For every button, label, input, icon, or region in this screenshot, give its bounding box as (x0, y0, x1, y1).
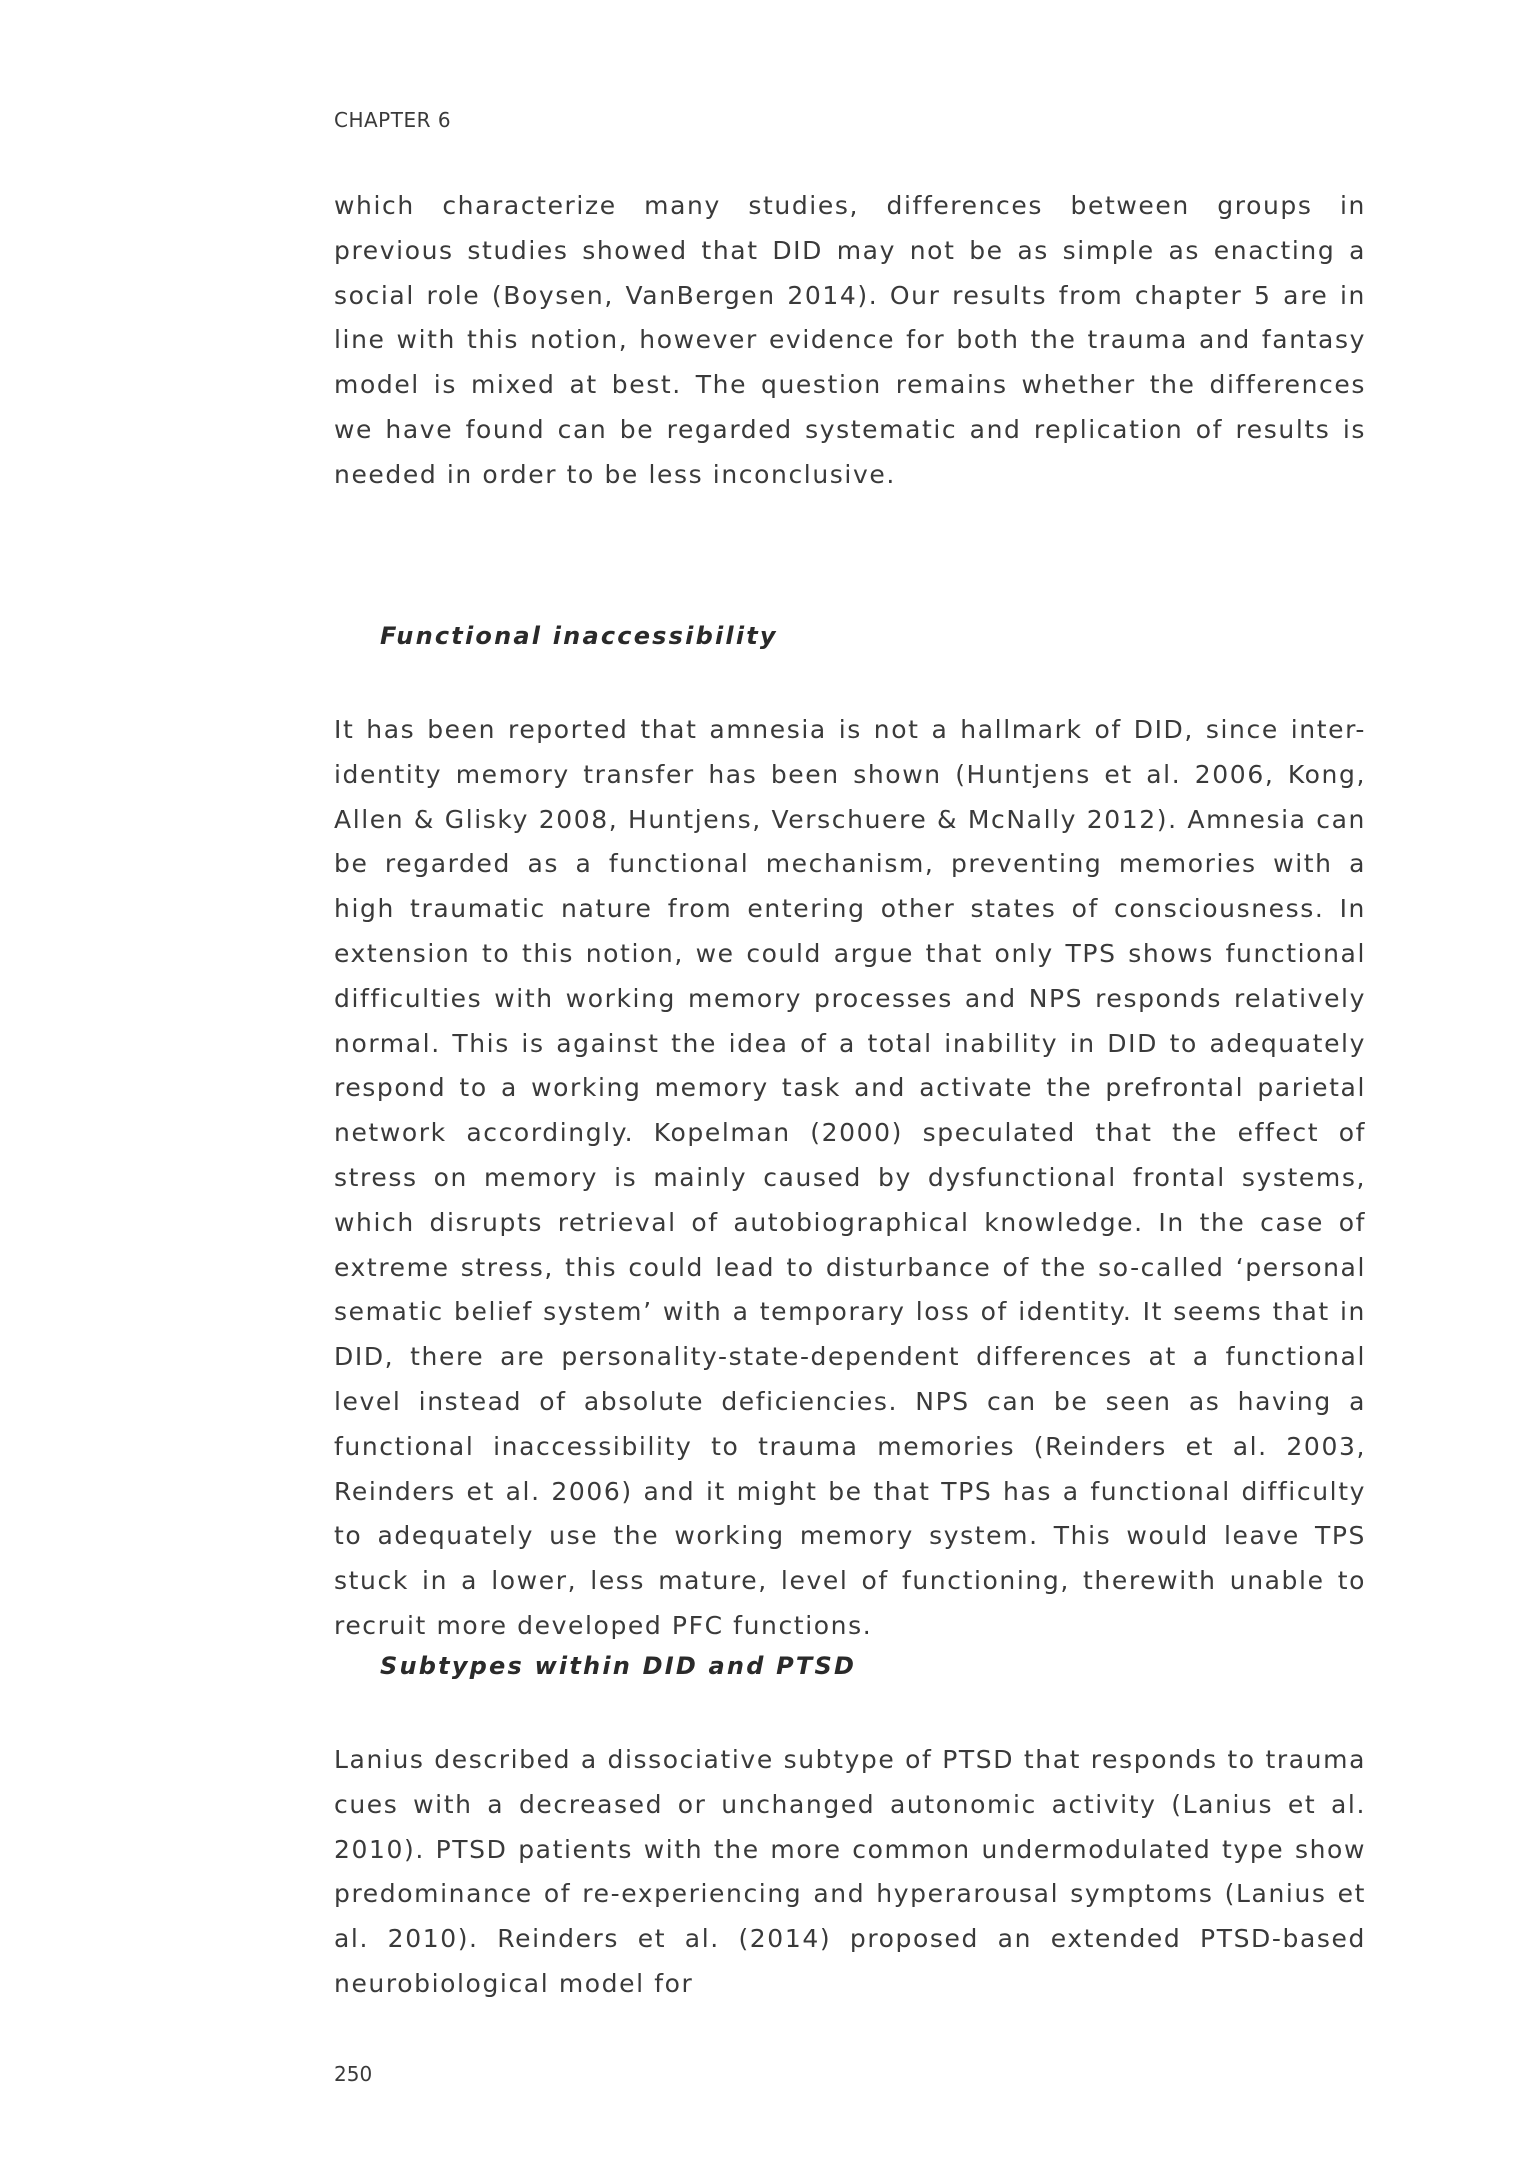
page-number: 250 (334, 2062, 373, 2086)
paragraph-intro: which characterize many studies, differences between groups in previous studies showed that DID may not be as simple as enacting a social role (Boysen, VanBergen 2014). Our results from chapter 5 are in line with this notion, however evidence for both the trauma and fantasy model is mixed at best. The question remains whether the differences we have found can be regarded systematic and replication of results is needed in order to be less inconclusive. (334, 191, 1366, 489)
heading-subtypes: Subtypes within DID and PTSD (380, 1652, 857, 1680)
paragraph-subtypes: Lanius described a dissociative subtype of PTSD that responds to trauma cues with a decreased or unchanged autonomic activity (Lanius et al. 2010). PTSD patients with the more common undermodulated type show predominance of re-experiencing and hyperarousal symptoms (Lanius et al. 2010). Reinders et al. (2014) proposed an extended PTSD-based neurobiological model for (334, 1745, 1366, 1998)
heading-functional-inaccessibility: Functional inaccessibility (380, 622, 778, 650)
chapter-header: CHAPTER 6 (334, 108, 452, 132)
paragraph-functional-inaccessibility: It has been reported that amnesia is not a hallmark of DID, since inter-identity memory transfer has been shown (Huntjens et al. 2006, Kong, Allen & Glisky 2008, Huntjens, Verschuere & McNally 2012). Amnesia can be regarded as a functional mechanism, preventing memories with a high traumatic nature from entering other states of consciousness. In extension to this notion, we could argue that only TPS shows functional difficulties with working memory processes and NPS responds relatively normal. This is against the idea of a total inability in DID to adequately respond to a working memory task and activate the prefrontal parietal network accordingly. Kopelman (2000) speculated that the effect of stress on memory is mainly caused by dysfunctional frontal systems, which disrupts retrieval of autobiographical knowledge. In the case of extreme stress, this could lead to disturbance of the so-called ‘personal sematic belief system’ with a temporary loss of identity. It seems that in DID, there are personality-state-dependent differences at a functional level instead of absolute deficiencies. NPS can be seen as having a functional inaccessibility to trauma memories (Reinders et al. 2003, Reinders et al. 2006) and it might be that TPS has a functional difficulty to adequately use the working memory system. This would leave TPS stuck in a lower, less mature, level of functioning, therewith unable to recruit more developed PFC functions. (334, 715, 1366, 1640)
